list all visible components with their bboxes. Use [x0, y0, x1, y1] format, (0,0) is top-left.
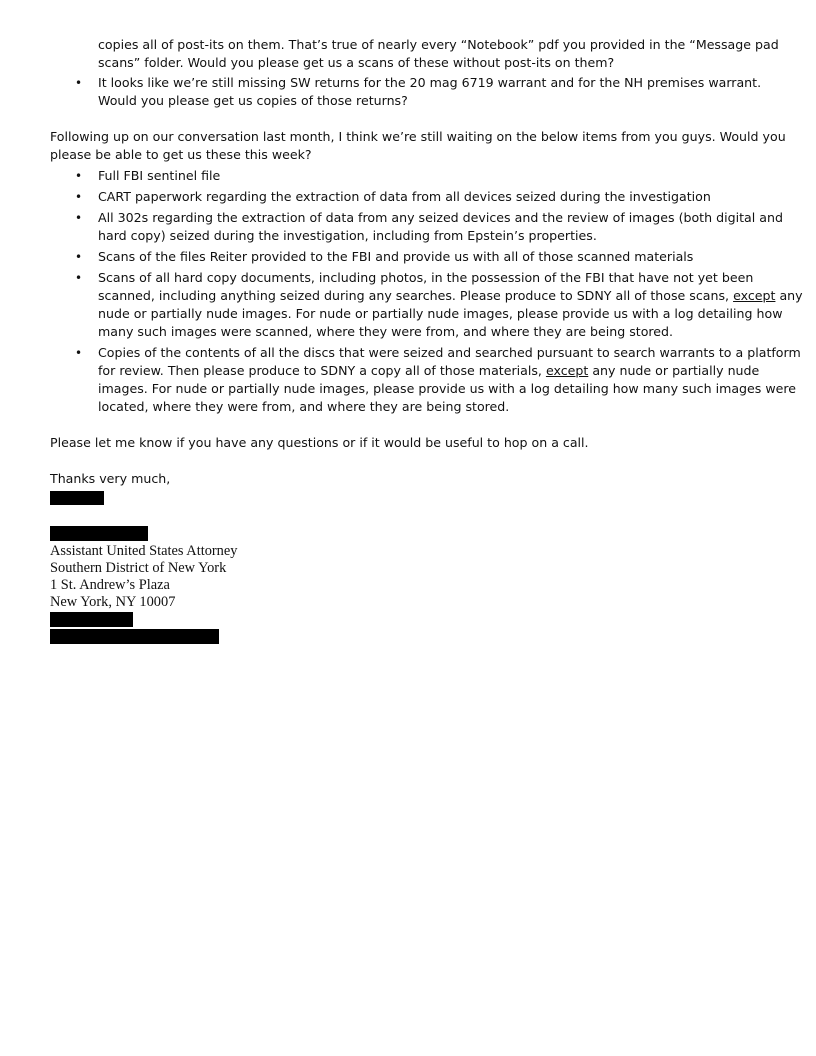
request-sentinel: Full FBI sentinel file	[98, 168, 221, 183]
request-hardcopy-line-4: many such images were scanned, where they were from, and where they are being stored.	[98, 324, 674, 339]
signoff: Thanks very much,	[50, 471, 171, 486]
signature-office: Southern District of New York	[50, 560, 227, 576]
followup-line-1: Following up on our conversation last month, I think we’re still waiting on the below items from you guys. Would you	[50, 129, 786, 144]
discs-line-2-tail: any nude or partially nude	[588, 363, 760, 378]
redacted-sender-name	[50, 491, 104, 505]
request-cart: CART paperwork regarding the extraction of data from all devices seized during the investigation	[98, 189, 711, 204]
request-hardcopy-line-2	[98, 287, 803, 305]
bullet-marker: •	[75, 169, 83, 183]
signature-city: New York, NY 10007	[50, 594, 176, 610]
closing-paragraph: Please let me know if you have any questions or if it would be useful to hop on a call.	[50, 435, 589, 450]
continuation-line-1: copies all of post-its on them. That’s true of nearly every “Notebook” pdf you provided in the “Message pad	[98, 37, 779, 52]
except-underlined: except	[733, 288, 776, 303]
signature-street: 1 St. Andrew’s Plaza	[50, 577, 170, 593]
request-302s-line-2: hard copy) seized during the investigation, including from Epstein’s properties.	[98, 228, 597, 243]
request-discs-line-2	[98, 362, 759, 380]
redacted-email	[50, 629, 219, 644]
request-discs-line-1: Copies of the contents of all the discs that were seized and searched pursuant to search warrants to a platform	[98, 345, 801, 360]
missing-returns-line-2: Would you please get us copies of those returns?	[98, 93, 408, 108]
request-discs-line-3: images. For nude or partially nude images, please provide us with a log detailing how many such images were	[98, 381, 797, 396]
bullet-marker: •	[75, 250, 83, 264]
except-underlined: except	[545, 363, 589, 378]
request-hardcopy-line-1: Scans of all hard copy documents, including photos, in the possession of the FBI that have not yet been	[98, 270, 754, 285]
bullet-marker: •	[75, 76, 83, 90]
request-discs-line-4: located, where they were from, and where they are being stored.	[98, 399, 510, 414]
hardcopy-line-2-text: scanned, including anything seized during any searches. Please produce to SDNY all of those scans,	[98, 288, 734, 303]
continuation-line-2: scans” folder. Would you please get us a scans of these without post-its on them?	[98, 55, 615, 70]
missing-returns-line-1: It looks like we’re still missing SW returns for the 20 mag 6719 warrant and for the NH premises warrant.	[98, 75, 762, 90]
bullet-marker: •	[75, 346, 83, 360]
bullet-marker: •	[75, 211, 83, 225]
hardcopy-line-2-tail: any	[775, 288, 803, 303]
redacted-phone	[50, 612, 133, 627]
request-hardcopy-line-3: nude or partially nude images. For nude or partially nude images, please provide us with a log detailing how	[98, 306, 783, 321]
followup-line-2: please be able to get us these this week?	[50, 147, 312, 162]
request-reiter: Scans of the files Reiter provided to the FBI and provide us with all of those scanned materials	[98, 249, 694, 264]
request-302s-line-1: All 302s regarding the extraction of data from any seized devices and the review of images (both digital and	[98, 210, 783, 225]
bullet-marker: •	[75, 271, 83, 285]
redacted-full-name	[50, 526, 148, 541]
discs-line-2-text: for review. Then please produce to SDNY a copy all of those materials,	[98, 363, 546, 378]
bullet-marker: •	[75, 190, 83, 204]
signature-title: Assistant United States Attorney	[50, 543, 238, 559]
